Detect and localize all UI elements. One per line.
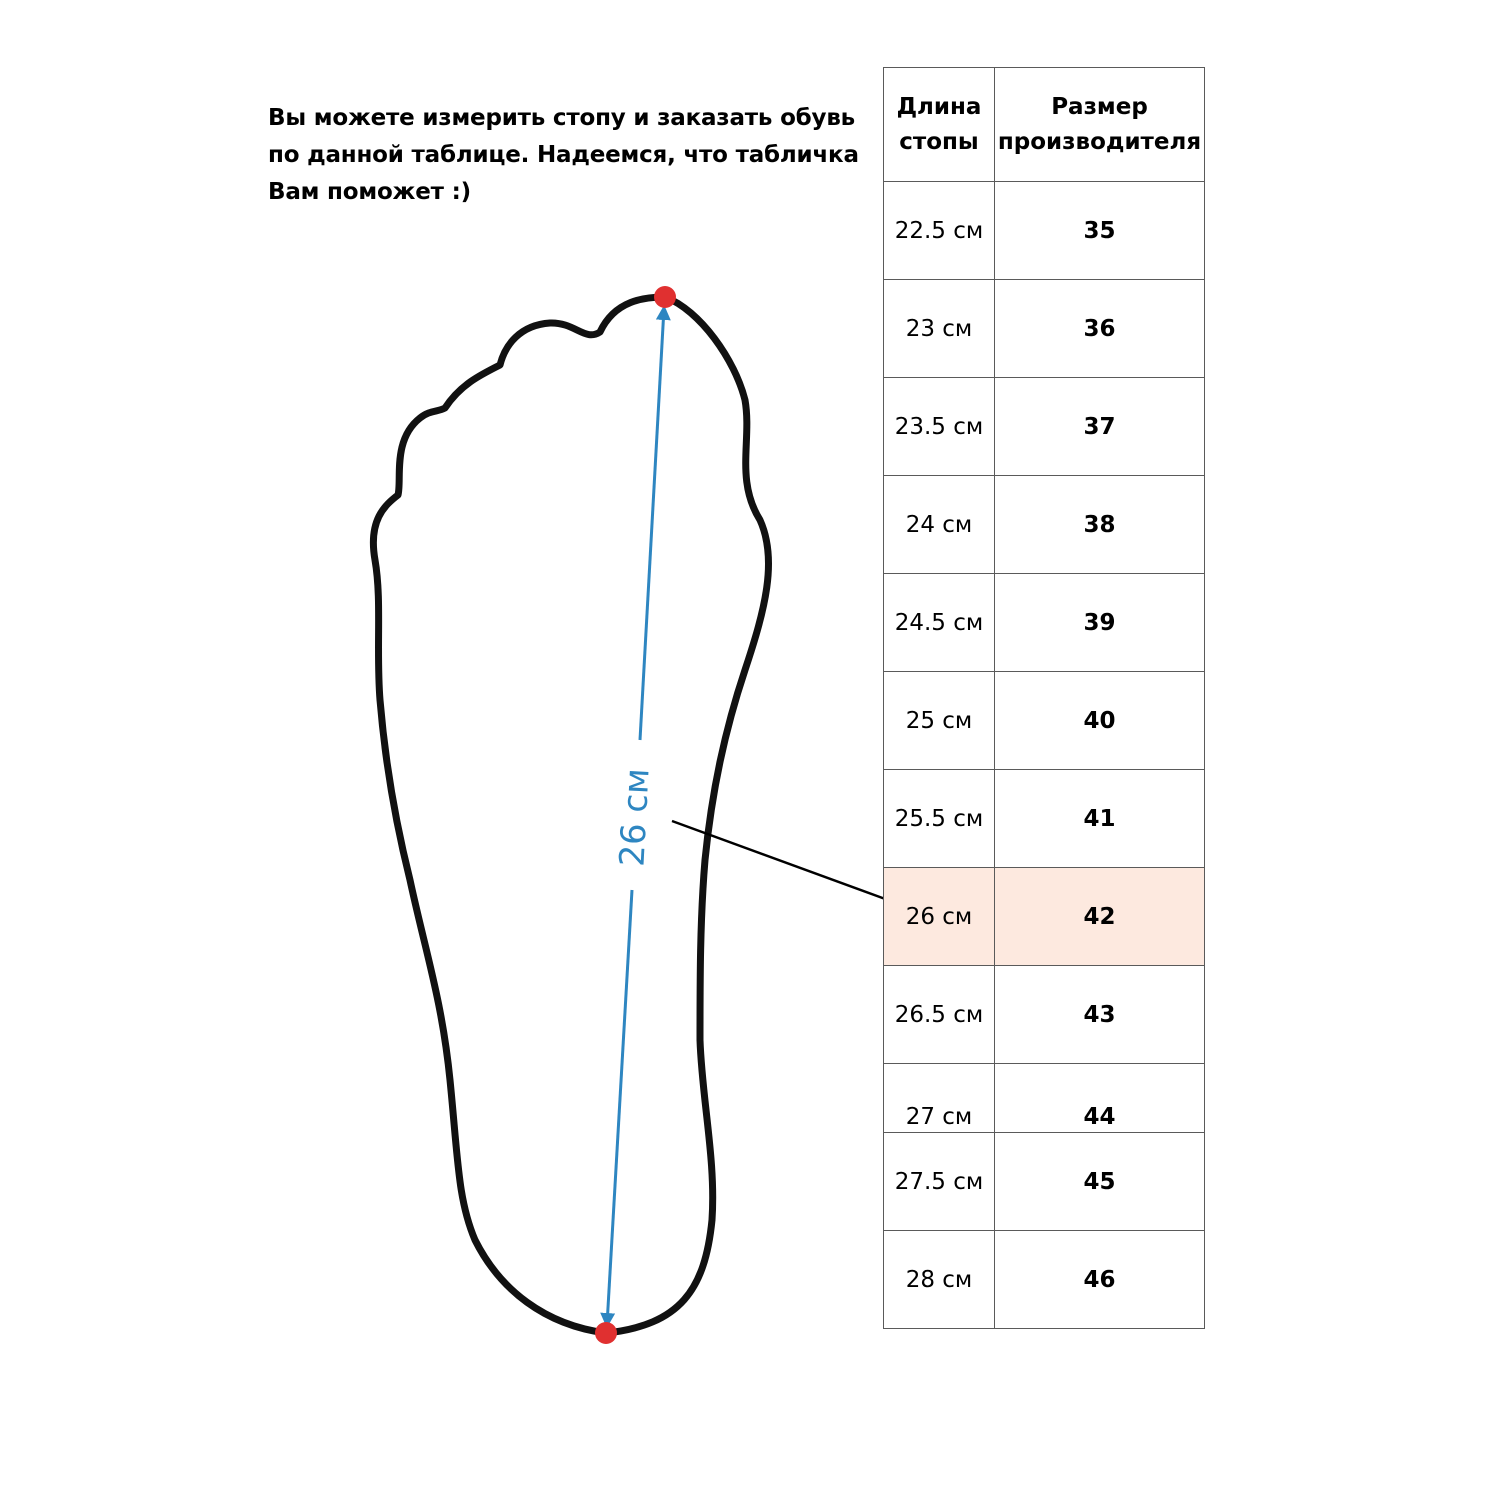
table-header-row (884, 68, 1205, 182)
foot-length-cell: 24.5 см (884, 574, 995, 672)
size-cell: 38 (995, 476, 1205, 574)
size-table (883, 67, 1205, 1329)
table-row (884, 966, 1205, 1064)
size-cell: 36 (995, 280, 1205, 378)
size-cell: 37 (995, 378, 1205, 476)
bottom-marker (595, 1322, 617, 1344)
foot-outline (373, 297, 768, 1333)
foot-length-cell: 23 см (884, 280, 995, 378)
table-row (884, 574, 1205, 672)
foot-length-cell: 28 см (884, 1231, 995, 1329)
table-row (884, 280, 1205, 378)
table-row (884, 672, 1205, 770)
intro-text: Вы можете измерить стопу и заказать обувь по данной таблице. Надеемся, что табличка Вам поможет :) (268, 105, 859, 205)
size-cell: 42 (995, 868, 1205, 966)
table-row (884, 1133, 1205, 1231)
header-foot-length: Длина стопы (884, 68, 995, 182)
foot-length-cell (884, 1064, 995, 1133)
header-manufacturer-size: Размер производителя (995, 68, 1205, 182)
size-cell: 45 (995, 1133, 1205, 1231)
foot-length-cell: 25 см (884, 672, 995, 770)
size-cell: 43 (995, 966, 1205, 1064)
foot-length-cell: 24 см (884, 476, 995, 574)
size-cell: 35 (995, 182, 1205, 280)
foot-length-cell: 27.5 см (884, 1133, 995, 1231)
table-row (884, 476, 1205, 574)
table-row (884, 1231, 1205, 1329)
measure-line-upper (640, 308, 664, 740)
table-row (884, 378, 1205, 476)
table-row (884, 182, 1205, 280)
foot-length-cell: 23.5 см (884, 378, 995, 476)
table-row (884, 770, 1205, 868)
size-cell: 41 (995, 770, 1205, 868)
table-row (884, 1064, 1205, 1133)
measure-line-lower (607, 890, 632, 1325)
measure-label: 26 см (612, 767, 658, 868)
foot-length-cell: 26.5 см (884, 966, 995, 1064)
size-cell: 39 (995, 574, 1205, 672)
foot-length-cell: 25.5 см (884, 770, 995, 868)
foot-length-text: 27 см (905, 1104, 973, 1130)
size-text: 44 (1083, 1104, 1116, 1130)
top-marker (654, 286, 676, 308)
table-row-highlighted (884, 868, 1205, 966)
size-cell (995, 1064, 1205, 1133)
size-cell: 40 (995, 672, 1205, 770)
foot-length-cell: 26 см (884, 868, 995, 966)
foot-length-cell: 22.5 см (884, 182, 995, 280)
size-cell: 46 (995, 1231, 1205, 1329)
